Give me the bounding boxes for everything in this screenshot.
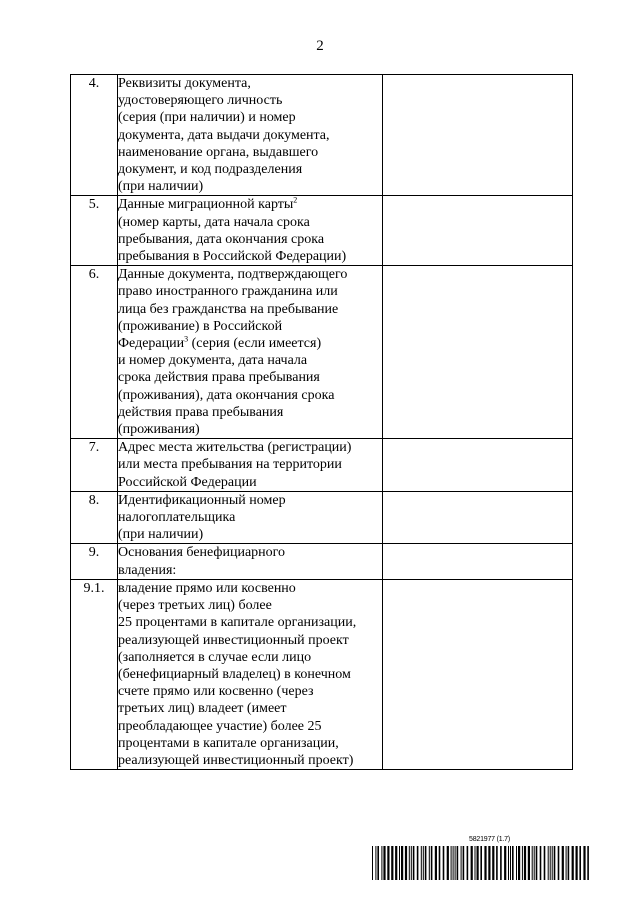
- label-line: Реквизиты документа,: [118, 76, 251, 91]
- barcode-bar: [409, 846, 410, 880]
- row-value-cell: [383, 75, 573, 196]
- row-label: [118, 196, 383, 266]
- barcode-bar: [455, 846, 456, 880]
- barcode-bar: [375, 846, 376, 880]
- barcode-bar: [439, 846, 441, 880]
- barcode-bar: [463, 846, 465, 880]
- label-line: владения:: [118, 562, 177, 578]
- table-row: [71, 491, 573, 544]
- barcode-bar: [554, 846, 556, 880]
- barcode-bar: [540, 846, 542, 880]
- label-line: Основания бенефициарного: [118, 545, 286, 561]
- barcode-bar: [457, 846, 459, 880]
- label-line: удостоверяющего личность: [118, 93, 283, 109]
- barcode-bar: [528, 846, 530, 880]
- barcode-bar: [534, 846, 535, 880]
- label-line: [118, 335, 382, 352]
- row-label: [118, 266, 383, 439]
- barcode-bar: [401, 846, 403, 880]
- barcode-bar: [447, 846, 449, 880]
- label-line: срока действия права пребывания: [118, 370, 320, 386]
- label-line: Идентификационный номер: [118, 492, 286, 508]
- barcode-bar: [576, 846, 578, 880]
- barcode-bar: [508, 846, 509, 880]
- barcode-bar: [496, 846, 498, 880]
- label-line: третьих лиц) владеет (имеет: [118, 701, 287, 717]
- barcode-bar: [451, 846, 452, 880]
- barcode-bar: [518, 846, 520, 880]
- barcode-bar: [467, 846, 469, 880]
- barcode-bar: [435, 846, 437, 880]
- label-line: (при наличии): [118, 527, 204, 543]
- row-value-cell: [383, 266, 573, 439]
- barcode-bar: [524, 846, 526, 880]
- barcode-bar: [510, 846, 511, 880]
- label-line: (заполняется в случае если лицо: [118, 649, 312, 665]
- label-line: [118, 196, 382, 213]
- label-line: документа, дата выдачи документа,: [118, 127, 330, 143]
- barcode-bar: [431, 846, 433, 880]
- table-row: [71, 196, 573, 266]
- barcode-bar: [423, 846, 424, 880]
- barcode-bar: [383, 846, 385, 880]
- barcode-bar: [429, 846, 430, 880]
- page-number: 2: [316, 38, 324, 54]
- barcode-bar: [484, 846, 486, 880]
- label-line: пребывания в Российской Федерации): [118, 249, 347, 265]
- barcode-bar: [583, 846, 585, 880]
- label-line: или места пребывания на территории: [118, 457, 342, 473]
- barcode-bar: [504, 846, 506, 880]
- label-line: (проживания): [118, 422, 200, 438]
- barcode-bar: [480, 846, 482, 880]
- label-line-text: Данные миграционной карты: [118, 197, 294, 213]
- label-line: (проживание) в Российской: [118, 318, 283, 334]
- row-number: 8.: [71, 491, 118, 544]
- label-line: и номер документа, дата начала: [118, 353, 308, 369]
- barcode-bar: [443, 846, 445, 880]
- row-label: [118, 439, 383, 492]
- label-line: (при наличии): [118, 179, 204, 195]
- label-line: налогоплательщика: [118, 510, 236, 526]
- label-line: наименование органа, выдавшего: [118, 144, 319, 160]
- label-line: процентами в капитале организации,: [118, 735, 339, 751]
- barcode-bar: [381, 846, 382, 880]
- barcode-block: [372, 836, 590, 882]
- row-number: 9.: [71, 544, 118, 579]
- barcode-bar: [568, 846, 570, 880]
- label-line: Российской Федерации: [118, 474, 257, 490]
- label-line: (серия (при наличии) и номер: [118, 110, 296, 126]
- row-value-cell: [383, 196, 573, 266]
- barcode-bar: [558, 846, 560, 880]
- label-line: реализующей инвестиционный проект): [118, 752, 354, 768]
- barcode-bar: [421, 846, 422, 880]
- label-line: (бенефициарный владелец) в конечном: [118, 666, 351, 682]
- barcode-bar: [550, 846, 551, 880]
- label-line: (номер карты, дата начала срока: [118, 214, 310, 230]
- row-label: [118, 75, 383, 196]
- row-value-cell: [383, 491, 573, 544]
- label-line: Адрес места жительства (регистрации): [118, 440, 352, 456]
- table-row: [71, 75, 573, 196]
- row-number: 6.: [71, 266, 118, 439]
- label-line: реализующей инвестиционный проект: [118, 632, 349, 648]
- label-line-text: (серия (если имеется): [188, 336, 322, 352]
- barcode-bar: [512, 846, 514, 880]
- barcode-bar: [399, 846, 400, 880]
- barcode-bar: [522, 846, 523, 880]
- label-line-text: Федерации: [118, 336, 185, 352]
- label-line: преобладающее участие) более 25: [118, 718, 322, 734]
- label-line: владение прямо или косвенно: [118, 580, 296, 596]
- row-label: [118, 579, 383, 769]
- barcode-bar: [516, 846, 517, 880]
- table-row: [71, 544, 573, 579]
- row-label: [118, 491, 383, 544]
- barcode-bar: [566, 846, 567, 880]
- label-line: документ, и код подразделения: [118, 162, 303, 178]
- barcode-bar: [405, 846, 407, 880]
- barcode-bar: [548, 846, 549, 880]
- row-label: [118, 544, 383, 579]
- label-line: пребывания, дата окончания срока: [118, 231, 325, 247]
- barcode-image: [372, 846, 590, 880]
- barcode-bar: [572, 846, 574, 880]
- barcode-bar: [387, 846, 389, 880]
- barcode-bar: [453, 846, 454, 880]
- barcode-bar: [372, 846, 373, 880]
- row-number: 7.: [71, 439, 118, 492]
- table-row: [71, 579, 573, 769]
- barcode-bar: [552, 846, 553, 880]
- barcode-bar: [413, 846, 415, 880]
- label-line: счете прямо или косвенно (через: [118, 684, 314, 700]
- row-value-cell: [383, 439, 573, 492]
- label-line: 25 процентами в капитале организации,: [118, 615, 357, 631]
- row-value-cell: [383, 579, 573, 769]
- label-line: (через третьих лиц) более: [118, 598, 272, 614]
- barcode-bar: [587, 846, 589, 880]
- row-number: 5.: [71, 196, 118, 266]
- barcode-bar: [544, 846, 546, 880]
- row-number: 4.: [71, 75, 118, 196]
- barcode-bar: [417, 846, 419, 880]
- barcode-bar: [391, 846, 393, 880]
- barcode-bar: [532, 846, 533, 880]
- footnote-mark: 3: [184, 334, 189, 344]
- label-line: лица без гражданства на пребывание: [118, 301, 339, 317]
- form-table: [70, 74, 573, 770]
- row-number: 9.1.: [71, 579, 118, 769]
- barcode-bar: [425, 846, 427, 880]
- barcode-bar: [536, 846, 538, 880]
- footnote-mark: 2: [293, 195, 298, 205]
- row-value-cell: [383, 544, 573, 579]
- barcode-bar: [411, 846, 412, 880]
- barcode-bar: [492, 846, 494, 880]
- barcode-bar: [500, 846, 502, 880]
- table-body: [71, 75, 573, 770]
- label-line: Данные документа, подтверждающего: [118, 267, 348, 283]
- label-line: право иностранного гражданина или: [118, 284, 338, 300]
- table-row: [71, 266, 573, 439]
- barcode-bar: [475, 846, 476, 880]
- barcode-bar: [562, 846, 564, 880]
- barcode-bar: [377, 846, 379, 880]
- barcode-bar: [488, 846, 490, 880]
- barcode-bar: [477, 846, 479, 880]
- label-line: (проживания), дата окончания срока: [118, 387, 335, 403]
- barcode-bar: [579, 846, 581, 880]
- barcode-bar: [461, 846, 462, 880]
- label-line: действия права пребывания: [118, 404, 284, 420]
- barcode-bar: [471, 846, 473, 880]
- barcode-bar: [395, 846, 397, 880]
- barcode-caption: 5821977 (1.7): [469, 836, 510, 843]
- table-row: [71, 439, 573, 492]
